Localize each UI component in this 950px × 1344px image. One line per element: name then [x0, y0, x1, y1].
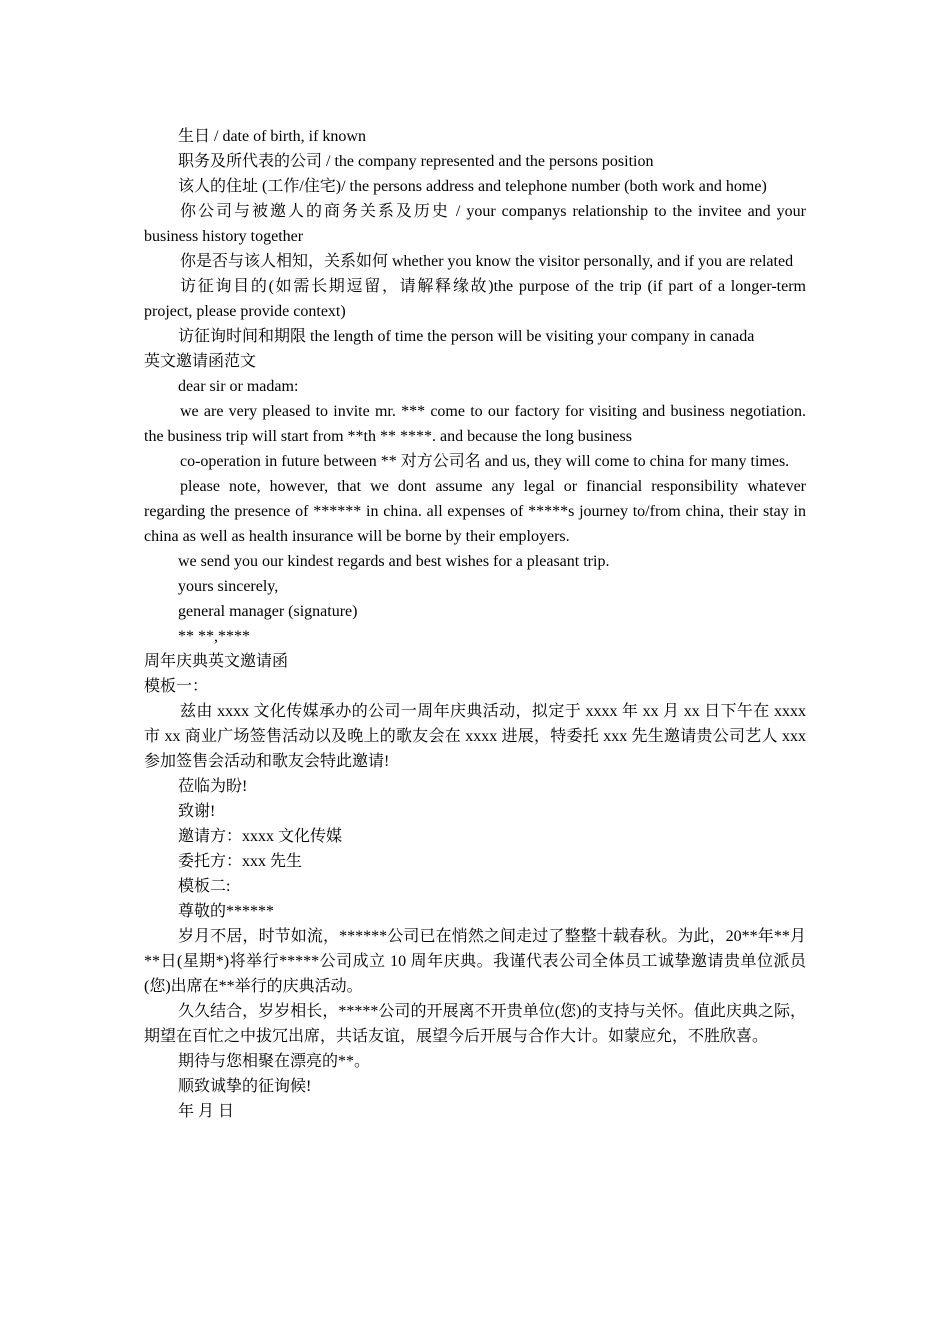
template-two-paragraph-one: 岁月不居，时节如流，******公司已在悄然之间走过了整整十载春秋。为此，20**年**月**日(星期*)将举行*****公司成立 10 周年庆典。我谨代表公司全体员工诚挚邀请贵单位派员(您)出席在**举行的庆典活动。: [144, 928, 806, 995]
paragraph-visit-length: 访征询时间和期限 the length of time the person will be visiting your company in canada: [178, 328, 755, 345]
template-two-date: 年 月 日: [178, 1103, 235, 1120]
letter-invitation-paragraph: we are very pleased to invite mr. *** come to our factory for visiting and business negotiation. the business trip will start from **th ** ****. and because the long business: [144, 403, 806, 445]
letter-cooperation-paragraph: co-operation in future between ** 对方公司名 and us, they will come to china for many times.: [180, 453, 790, 470]
letter-signature: general manager (signature): [178, 603, 358, 620]
document-body: [144, 124, 806, 1124]
paragraph-personal-relationship: 你是否与该人相知，关系如何 whether you know the visitor personally, and if you are related: [180, 253, 794, 270]
letter-salutation: dear sir or madam:: [178, 378, 299, 395]
template-one-delegate: 委托方：xxx 先生: [178, 853, 303, 870]
template-two-heading: 模板二:: [178, 878, 231, 895]
paragraph-address-phone: 该人的住址 (工作/住宅)/ the persons address and telephone number (both work and home): [178, 178, 767, 195]
paragraph-trip-purpose: 访征询目的(如需长期逗留，请解释缘故)the purpose of the trip (if part of a longer-term project, please provide context): [144, 278, 806, 320]
paragraph-business-relationship: 你公司与被邀人的商务关系及历史 / your companys relationship to the invitee and your business history together: [144, 203, 806, 245]
letter-date: ** **,****: [178, 628, 250, 645]
letter-responsibility-paragraph: please note, however, that we dont assume any legal or financial responsibility whatever regarding the presence of ****** in china. all expenses of *****s journey to/from china, their stay in china as well as health insurance will be borne by their employers.: [144, 478, 806, 545]
letter-regards: we send you our kindest regards and best wishes for a pleasant trip.: [178, 553, 610, 570]
section-heading-english-invitation: 英文邀请函范文: [144, 353, 257, 370]
template-two-looking-forward: 期待与您相聚在漂亮的**。: [178, 1053, 371, 1070]
paragraph-company-position: 职务及所代表的公司 / the company represented and the persons position: [178, 153, 654, 170]
template-two-greeting: 顺致诚挚的征询候!: [178, 1078, 312, 1095]
template-two-paragraph-two: 久久结合，岁岁相长，*****公司的开展离不开贵单位(您)的支持与关怀。值此庆典之际，期望在百忙之中拔冗出席，共话友谊，展望今后开展与合作大计。如蒙应允，不胜欣喜。: [144, 1003, 806, 1045]
paragraph-birth-date: 生日 / date of birth, if known: [178, 128, 366, 145]
template-one-thanks: 致谢!: [178, 803, 216, 820]
template-one-heading: 模板一：: [144, 678, 209, 695]
template-one-inviter: 邀请方：xxxx 文化传媒: [178, 828, 343, 845]
template-two-salutation: 尊敬的******: [178, 903, 275, 920]
letter-closing: yours sincerely,: [178, 578, 279, 595]
template-one-body: 兹由 xxxx 文化传媒承办的公司一周年庆典活动，拟定于 xxxx 年 xx 月 xx 日下午在 xxxx 市 xx 商业广场签售活动以及晚上的歌友会在 xxxx 进展，特委托 xxx 先生邀请贵公司艺人 xxx 参加签售会活动和歌友会特此邀请!: [144, 703, 806, 770]
template-one-looking-forward: 莅临为盼!: [178, 778, 248, 795]
section-heading-anniversary-invitation: 周年庆典英文邀请函: [144, 653, 289, 670]
